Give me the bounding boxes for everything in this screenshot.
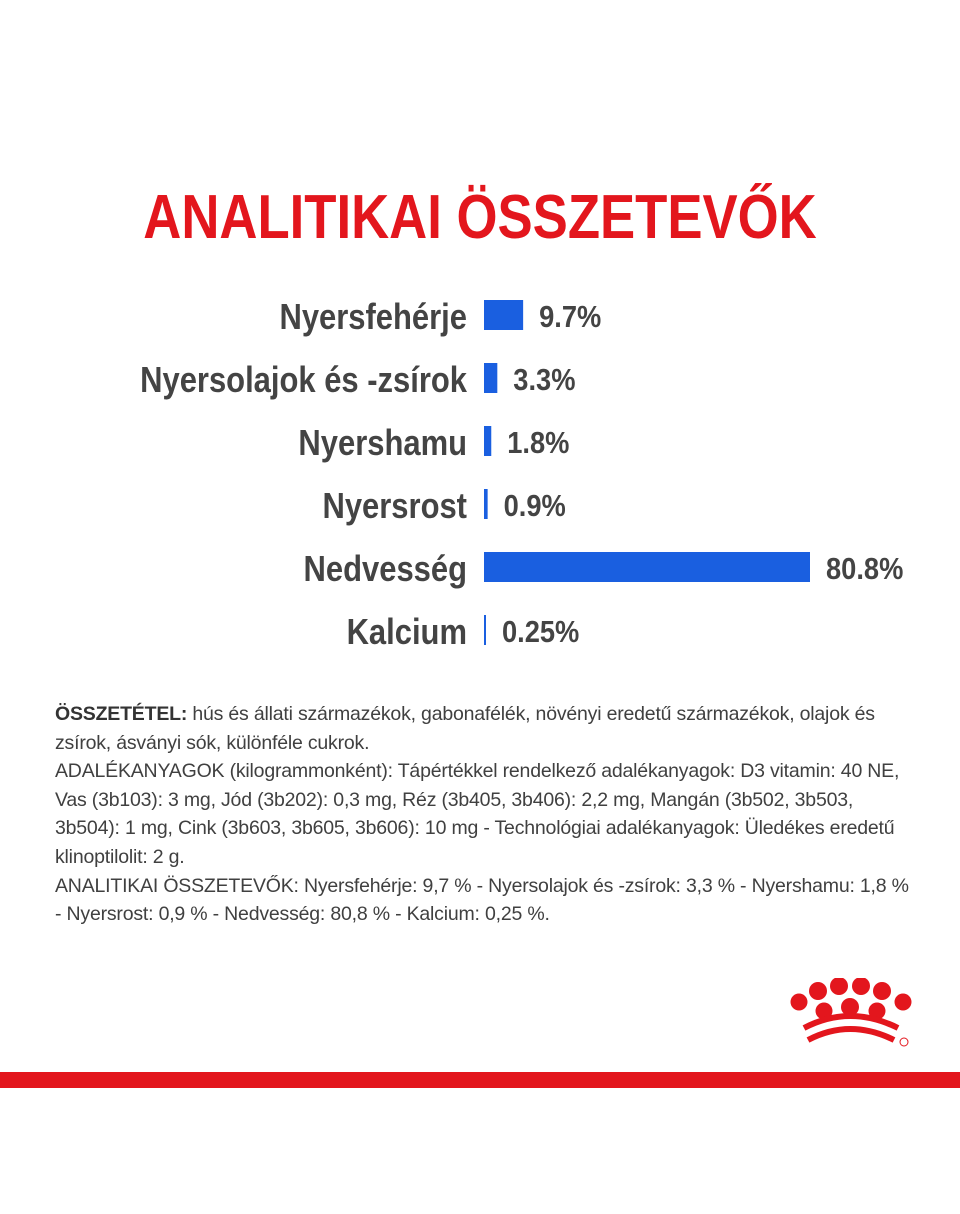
- category-label: Nyersfehérje: [279, 297, 467, 338]
- crown-dot: [830, 978, 848, 995]
- bottom-stripe: [0, 1072, 960, 1088]
- category-label: Nyershamu: [298, 423, 467, 464]
- crown-dot: [873, 982, 891, 1000]
- composition-paragraph: [55, 700, 915, 757]
- bar: [484, 615, 486, 645]
- bar: [484, 426, 491, 456]
- composition-text: hús és állati származékok, gabonafélék, növényi eredetű származékok, olajok és zsírok, ásványi sók, különféle cukrok.: [55, 703, 875, 754]
- bar: [484, 300, 523, 330]
- analytical-paragraph: ANALITIKAI ÖSSZETEVŐK: Nyersfehérje: 9,7 % - Nyersolajok és -zsírok: 3,3 % - Nyershamu: 1,8 % - Nyersrost: 0,9 % - Nedvesség: 80,8 % - Kalcium: 0,25 %.: [55, 874, 909, 926]
- value-label: 3.3%: [513, 363, 576, 398]
- crown-dot: [852, 978, 870, 995]
- additives-paragraph: ADALÉKANYAGOK (kilogrammonként): Tápértékkel rendelkező adalékanyagok: D3 vitamin: 40 NE, Vas (3b103): 3 mg, Jód (3b202): 0,3 mg, Réz (3b405, 3b406): 2,2 mg, Mangán (3b502, 3b503, 3b504): 1 mg, Cink (3b603, 3b605, 3b606): 10 mg - Technológiai adalékanyagok: Üledékes eredetű klinoptilolit: 2 g.: [55, 760, 900, 868]
- value-label: 0.25%: [502, 615, 580, 650]
- composition-block: [55, 700, 915, 929]
- composition-label: ÖSSZETÉTEL:: [55, 703, 188, 725]
- bar: [484, 363, 497, 393]
- bar-chart: [0, 280, 960, 670]
- category-label: Kalcium: [346, 612, 467, 653]
- crown-dot: [809, 982, 827, 1000]
- value-label: 1.8%: [507, 426, 570, 461]
- registered-mark: [900, 1038, 908, 1046]
- category-label: Nyersolajok és -zsírok: [140, 360, 467, 401]
- value-label: 9.7%: [539, 300, 602, 335]
- bar: [484, 489, 488, 519]
- crown-arc: [808, 1029, 894, 1040]
- value-label: 0.9%: [503, 489, 566, 524]
- chart-title: ANALITIKAI ÖSSZETEVŐK: [143, 183, 817, 252]
- royal-canin-crown-icon: [786, 978, 918, 1050]
- category-label: Nedvesség: [303, 549, 467, 590]
- category-label: Nyersrost: [322, 486, 467, 527]
- bar: [484, 552, 810, 582]
- crown-dot: [791, 994, 808, 1011]
- value-label: 80.8%: [826, 552, 904, 587]
- crown-dot: [895, 994, 912, 1011]
